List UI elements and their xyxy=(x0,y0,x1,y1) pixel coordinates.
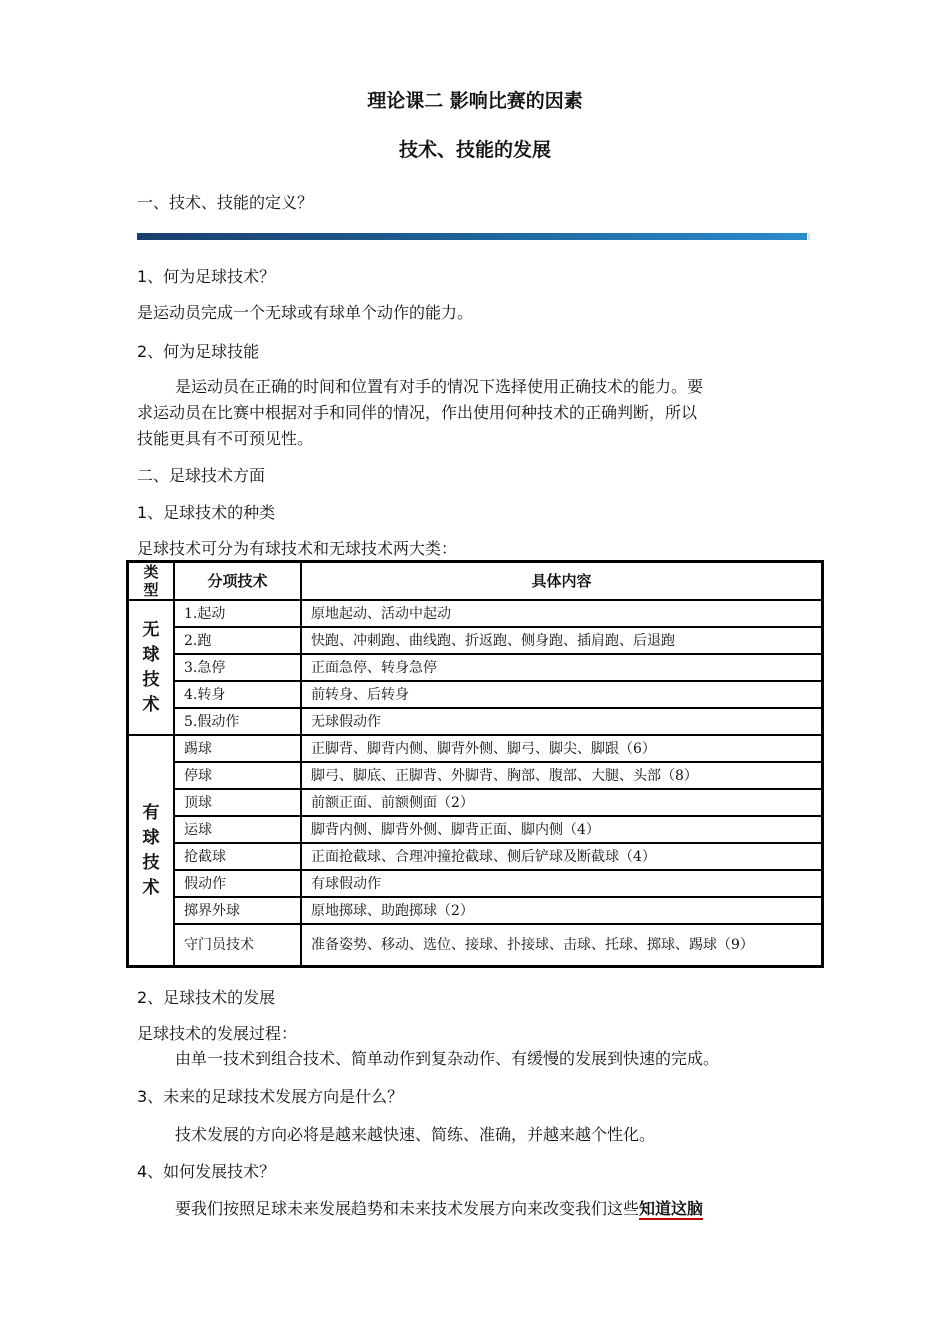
header-sub: 分项技术 xyxy=(174,562,301,600)
content-cell: 原地掷球、助跑掷球（2） xyxy=(301,897,822,924)
content-cell: 脚弓、脚底、正脚背、外脚背、胸部、腹部、大腿、头部（8） xyxy=(301,762,822,789)
table-row xyxy=(128,897,822,924)
sub-cell: 假动作 xyxy=(174,870,301,897)
sub-cell: 踢球 xyxy=(174,735,301,762)
s2-4-text xyxy=(175,1196,703,1219)
content-cell: 原地起动、活动中起动 xyxy=(301,600,822,627)
section2-heading: 二、足球技术方面 xyxy=(137,466,266,485)
table-row xyxy=(128,600,822,627)
s2-1-text: 足球技术可分为有球技术和无球技术两大类： xyxy=(137,539,458,558)
content-cell: 正脚背、脚背内侧、脚背外侧、脚弓、脚尖、脚跟（6） xyxy=(301,735,822,762)
s2-4-emphasis: 知道这脑 xyxy=(639,1199,704,1218)
q2-line-2: 求运动员在比赛中根据对手和同伴的情况，作出使用何种技术的正确判断，所以 xyxy=(137,403,698,422)
table-row xyxy=(128,924,822,966)
type-cell-no-ball xyxy=(128,600,174,735)
header-type: 类型 xyxy=(128,562,174,600)
sub-cell: 抢截球 xyxy=(174,843,301,870)
sub-cell: 4.转身 xyxy=(174,681,301,708)
technique-table xyxy=(126,560,824,968)
table-row xyxy=(128,735,822,762)
page-subtitle: 技术、技能的发展 xyxy=(398,139,551,161)
s2-3-text: 技术发展的方向必将是越来越快速、简练、准确，并越来越个性化。 xyxy=(175,1125,656,1144)
sub-cell: 运球 xyxy=(174,816,301,843)
sub-cell: 2.跑 xyxy=(174,627,301,654)
content-cell: 准备姿势、移动、选位、接球、扑接球、击球、托球、掷球、踢球（9） xyxy=(301,924,822,966)
section1-heading: 一、技术、技能的定义？ xyxy=(137,193,314,212)
table-row xyxy=(128,708,822,735)
s2-1-heading: 1、足球技术的种类 xyxy=(137,503,276,522)
sub-cell: 3.急停 xyxy=(174,654,301,681)
q1-text: 是运动员完成一个无球或有球单个动作的能力。 xyxy=(137,303,474,322)
q2-line-1: 是运动员在正确的时间和位置有对手的情况下选择使用正确技术的能力。要 xyxy=(175,377,704,396)
page-title: 理论课二 影响比赛的因素 xyxy=(367,90,583,112)
s2-2-heading: 2、足球技术的发展 xyxy=(137,988,276,1007)
sub-cell: 1.起动 xyxy=(174,600,301,627)
s2-3-heading: 3、未来的足球技术发展方向是什么？ xyxy=(137,1087,404,1106)
s2-2-text: 由单一技术到组合技术、简单动作到复杂动作、有缓慢的发展到快速的完成。 xyxy=(175,1049,720,1068)
table-row xyxy=(128,681,822,708)
content-cell: 有球假动作 xyxy=(301,870,822,897)
q1-heading: 1、何为足球技术？ xyxy=(137,267,276,286)
s2-4-heading: 4、如何发展技术？ xyxy=(137,1162,276,1181)
header-content: 具体内容 xyxy=(301,562,822,600)
content-cell: 前额正面、前额侧面（2） xyxy=(301,789,822,816)
table-row xyxy=(128,816,822,843)
sub-cell: 掷界外球 xyxy=(174,897,301,924)
s2-4-plain: 要我们按照足球未来发展趋势和未来技术发展方向来改变我们这些 xyxy=(175,1199,640,1218)
table-row xyxy=(128,654,822,681)
q2-line-3: 技能更具有不可预见性。 xyxy=(137,429,314,448)
content-cell: 无球假动作 xyxy=(301,708,822,735)
sub-cell: 停球 xyxy=(174,762,301,789)
s2-2-label: 足球技术的发展过程： xyxy=(137,1024,298,1043)
table-row xyxy=(128,843,822,870)
type-cell-with-ball xyxy=(128,735,174,966)
content-cell: 正面急停、转身急停 xyxy=(301,654,822,681)
sub-cell: 顶球 xyxy=(174,789,301,816)
content-cell: 脚背内侧、脚背外侧、脚背正面、脚内侧（4） xyxy=(301,816,822,843)
type-label: 无 球 技 术 xyxy=(142,619,160,715)
q2-heading: 2、何为足球技能 xyxy=(137,342,260,361)
content-cell: 快跑、冲刺跑、曲线跑、折返跑、侧身跑、插肩跑、后退跑 xyxy=(301,627,822,654)
sub-cell: 守门员技术 xyxy=(174,924,301,966)
table-row xyxy=(128,762,822,789)
type-label: 有 球 技 术 xyxy=(142,802,160,898)
table-header-row xyxy=(128,562,822,600)
table-row xyxy=(128,789,822,816)
content-cell: 正面抢截球、合理冲撞抢截球、侧后铲球及断截球（4） xyxy=(301,843,822,870)
table-row xyxy=(128,627,822,654)
divider-rule xyxy=(137,233,807,240)
sub-cell: 5.假动作 xyxy=(174,708,301,735)
table-row xyxy=(128,870,822,897)
content-cell: 前转身、后转身 xyxy=(301,681,822,708)
